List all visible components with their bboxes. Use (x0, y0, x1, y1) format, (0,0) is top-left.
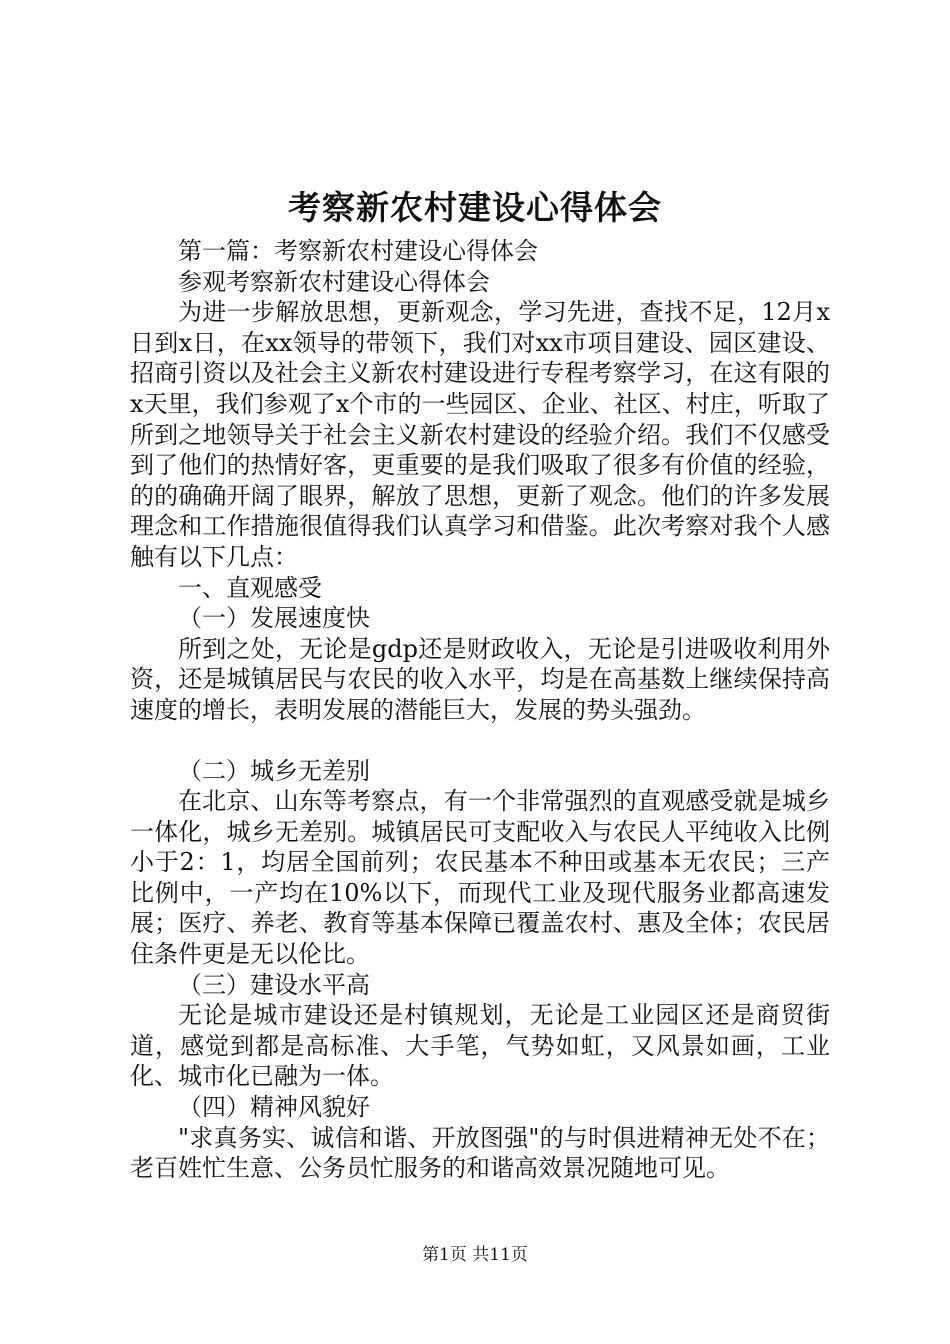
subsection-heading: （三）建设水平高 (178, 970, 370, 999)
body-paragraph: 无论是城市建设还是村镇规划，无论是工业园区还是商贸街道，感觉到都是高标准、大手笔，气势如虹，又风景如画，工业化、城市化已融为一体。 (130, 1001, 830, 1091)
body-paragraph: 在北京、山东等考察点，有一个非常强烈的直观感受就是城乡一体化，城乡无差别。城镇居民可支配收入与农民人平纯收入比例小于2：1，均居全国前列；农民基本不种田或基本无农民；三产比例中，一产均在10%以下，而现代工业及现代服务业都高速发展；医疗、养老、教育等基本保障已覆盖农村、惠及全体；农民居住条件更是无以伦比。 (130, 787, 830, 969)
document-body (130, 236, 830, 1184)
page-number: 第1页 共11页 (422, 1245, 528, 1265)
subsection-heading: （一）发展速度快 (178, 604, 370, 633)
body-paragraph: 所到之处，无论是gdp还是财政收入，无论是引进吸收利用外资，还是城镇居民与农民的收入水平，均是在高基数上继续保持高速度的增长，表明发展的潜能巨大，发展的势头强劲。 (130, 634, 830, 724)
subtitle: 参观考察新农村建设心得体会 (178, 267, 490, 296)
section-heading: 一、直观感受 (178, 573, 322, 602)
subsection-heading: （二）城乡无差别 (178, 756, 370, 785)
page-title: 考察新农村建设心得体会 (288, 188, 662, 227)
chapter-heading: 第一篇：考察新农村建设心得体会 (178, 237, 538, 265)
body-paragraph: "求真务实、诚信和谐、开放图强"的与时俱进精神无处不在；老百姓忙生意、公务员忙服务的和谐高效景况随地可见。 (130, 1123, 830, 1183)
subsection-heading: （四）精神风貌好 (178, 1093, 370, 1122)
intro-paragraph: 为进一步解放思想，更新观念，学习先进，查找不足，12月x日到x日，在xx领导的带领下，我们对xx市项目建设、园区建设、招商引资以及社会主义新农村建设进行专程考察学习，在这有限的x天里，我们参观了x个市的一些园区、企业、社区、村庄，听取了所到之地领导关于社会主义新农村建设的经验介绍。我们不仅感受到了他们的热情好客，更重要的是我们吸取了很多有价值的经验，的的确确开阔了眼界，解放了思想，更新了观念。他们的许多发展理念和工作措施很值得我们认真学习和借鉴。此次考察对我个人感触有以下几点： (130, 298, 830, 571)
